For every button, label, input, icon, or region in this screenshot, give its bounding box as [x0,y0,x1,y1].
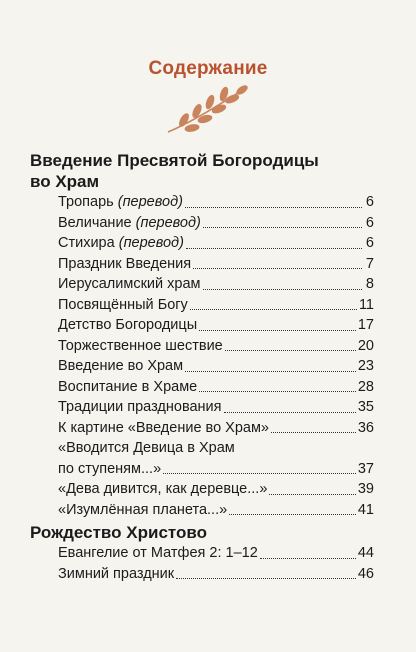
toc-entry[interactable] [58,543,374,564]
toc-page-number: 20 [357,337,374,354]
dot-leader [199,330,356,331]
toc-entry-text: Зимний праздник [58,565,175,582]
toc-entry[interactable] [58,356,374,377]
dot-leader [225,350,356,351]
section-title-line: Рождество Христово [30,523,207,542]
dot-leader [193,268,362,269]
toc-entry-text: К картине «Введение во Храм» [58,419,270,436]
toc-entry-text: Стихира (перевод) [58,235,184,251]
section-title-line: во Храм [30,172,100,191]
toc-entry-text: Евангелие от Матфея 2: 1–12 [58,545,258,561]
toc-page-number: 23 [357,358,374,374]
toc-entry-text: Иерусалимский храм [58,276,201,292]
dot-leader [199,391,356,392]
toc-entry[interactable] [58,418,374,439]
dot-leader [269,494,355,495]
dot-leader [185,207,362,208]
toc-entry-text: Традиции празднования [58,399,222,415]
toc-entry-text: Торжественное шествие [58,337,223,354]
toc-page-number: 7 [365,255,374,272]
toc-entry[interactable] [58,397,374,418]
toc-entry[interactable] [58,315,374,336]
toc-entry-text: Посвящённый Богу [58,296,188,313]
toc-page-number: 44 [357,545,374,561]
toc-entry-text: по ступеням...» [58,460,162,477]
toc-entry[interactable] [58,564,374,585]
dot-leader [186,248,362,249]
toc-page-number: 46 [357,565,374,582]
toc-entry-text: Тропарь (перевод) [58,194,183,210]
toc-entry[interactable] [58,295,374,316]
toc-page-number: 6 [365,235,374,251]
dot-leader [190,309,357,310]
toc-entry[interactable] [58,336,374,357]
toc-entry-text: «Дева дивится, как деревце...» [58,481,268,497]
toc-entry-text: Введение во Храм [58,358,184,374]
toc-page-number: 6 [365,214,374,231]
toc-page-number: 28 [357,378,374,395]
toc-page-number: 41 [357,501,374,518]
toc-entry[interactable] [58,479,374,500]
toc-entry[interactable] [58,274,374,295]
toc-entry-text: «Изумлённая планета...» [58,501,228,518]
section-title-line: Введение Пресвятой Богородицы [30,151,319,170]
toc-entry-text: Детство Богородицы [58,317,198,333]
toc-entry-text: Воспитание в Храме [58,378,198,395]
toc-page-number: 6 [365,194,374,210]
branch-ornament-icon [162,84,250,136]
dot-leader [163,473,356,474]
toc-entry-text: Величание (перевод) [58,214,201,231]
toc-entry[interactable] [58,500,374,521]
dot-leader [176,578,356,579]
toc-page-number: 36 [357,419,374,436]
toc-page-number: 39 [357,481,374,497]
toc-entry[interactable] [58,438,374,479]
toc-entry[interactable] [58,213,374,234]
dot-leader [203,289,363,290]
dot-leader [260,558,356,559]
toc-page-number: 8 [365,276,374,292]
toc-entry-text: «Вводится Девица в Храм [58,440,235,456]
dot-leader [185,371,356,372]
toc-entry-text: Праздник Введения [58,255,192,272]
toc-entry[interactable] [58,192,374,213]
section-title [30,522,374,543]
table-of-contents [30,150,374,584]
dot-leader [224,412,356,413]
toc-page-number: 35 [357,399,374,415]
toc-entry[interactable] [58,233,374,254]
toc-page-number: 37 [357,460,374,477]
dot-leader [271,432,356,433]
dot-leader [229,514,356,515]
toc-entry[interactable] [58,254,374,275]
toc-page-number: 11 [358,296,374,313]
toc-page-number: 17 [357,317,374,333]
section-title [30,150,374,192]
toc-title: Содержание [148,58,268,79]
toc-entry[interactable] [58,377,374,398]
dot-leader [203,227,362,228]
